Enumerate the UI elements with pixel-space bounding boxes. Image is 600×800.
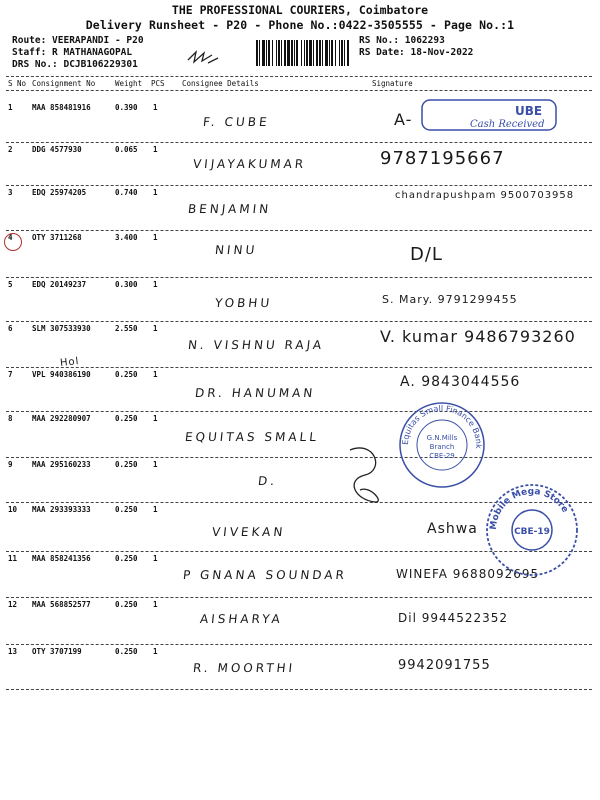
mobile-center-text: CBE-19 xyxy=(514,527,550,537)
row-signature-handwritten: 9942091755 xyxy=(398,658,491,673)
staff-text: Staff: R MATHANAGOPAL xyxy=(12,47,133,58)
barcode-bar xyxy=(284,40,286,66)
equitas-center-1: G.N.Mills xyxy=(426,434,458,442)
row-weight: 0.065 xyxy=(115,145,138,154)
row-weight: 0.250 xyxy=(115,647,138,656)
row-consignment-no: MAA 568852577 xyxy=(32,600,91,609)
row-signature-handwritten: D/L xyxy=(410,244,443,265)
barcode-bar xyxy=(344,40,345,66)
row-sno: 9 xyxy=(8,460,13,469)
barcode-bar xyxy=(322,40,323,66)
row-pcs: 1 xyxy=(153,414,158,423)
mobile-ring-text: Mobile Mega Store xyxy=(488,486,570,531)
barcode-bar xyxy=(281,40,282,66)
row-pcs: 1 xyxy=(153,145,158,154)
row-consignee-handwritten: N. VISHNU RAJA xyxy=(187,338,325,352)
rs-date-text: RS Date: 18-Nov-2022 xyxy=(359,47,474,58)
divider xyxy=(6,597,592,598)
row-consignment-no: MAA 293393333 xyxy=(32,505,91,514)
rs-no-text: RS No.: 1062293 xyxy=(359,35,445,46)
row-weight: 0.390 xyxy=(115,103,138,112)
barcode-bar xyxy=(296,40,298,66)
red-circle-mark xyxy=(4,233,22,251)
divider xyxy=(6,230,592,231)
row-consignment-no: OTY 3711268 xyxy=(32,233,82,242)
barcode-bar xyxy=(309,40,312,66)
row-sno: 3 xyxy=(8,188,13,197)
row-sno: 10 xyxy=(8,505,18,514)
row-weight: 0.250 xyxy=(115,554,138,563)
divider xyxy=(6,644,592,645)
row-consignment-no: EDQ 25974205 xyxy=(32,188,87,197)
table-row xyxy=(0,414,600,454)
row-consignment-no: MAA 858241356 xyxy=(32,554,91,563)
barcode-bar xyxy=(301,40,302,66)
squiggle-signature xyxy=(345,440,390,510)
barcode-bar xyxy=(325,40,328,66)
barcode-bar xyxy=(294,40,295,66)
table-row xyxy=(0,188,600,228)
row-consignment-no: DDG 4577930 xyxy=(32,145,82,154)
table-row xyxy=(0,145,600,185)
table-row xyxy=(0,600,600,640)
row-signature-handwritten: S. Mary. 9791299455 xyxy=(382,293,518,306)
row-signature-handwritten: V. kumar 9486793260 xyxy=(380,327,576,346)
runsheet-subtitle: Delivery Runsheet - P20 - Phone No.:0422-3505555 - Page No.:1 xyxy=(85,18,515,32)
row-consignment-no: MAA 295160233 xyxy=(32,460,91,469)
barcode-bar xyxy=(276,40,277,66)
row-consignment-no: OTY 3707199 xyxy=(32,647,82,656)
row-consignee-handwritten: P GNANA SOUNDAR xyxy=(182,568,348,582)
row-consignee-handwritten: VIJAYAKUMAR xyxy=(192,157,307,171)
row-sno: 8 xyxy=(8,414,13,423)
row-consignment-no: MAA 292280907 xyxy=(32,414,91,423)
row-consignee-handwritten: DR. HANUMAN xyxy=(194,386,317,400)
divider xyxy=(6,142,592,143)
row-weight: 0.250 xyxy=(115,370,138,379)
divider xyxy=(6,367,592,368)
row-consignee-handwritten: VIVEKAN xyxy=(211,525,287,539)
col-consignee: Consignee Details xyxy=(182,79,259,88)
row-sno: 1 xyxy=(8,103,13,112)
col-signature: Signature xyxy=(372,79,413,88)
barcode-bar xyxy=(268,40,270,66)
row-pcs: 1 xyxy=(153,554,158,563)
barcode-bar xyxy=(278,40,280,66)
row-sno: 7 xyxy=(8,370,13,379)
row-signature-handwritten: chandrapushpam 9500703958 xyxy=(395,190,575,201)
row-consignee-handwritten: NINU xyxy=(214,243,259,257)
cube-stamp-subtitle: Cash Received xyxy=(470,119,545,130)
row-consignment-no: VPL 940386190 xyxy=(32,370,91,379)
row-consignee-handwritten: R. MOORTHI xyxy=(192,661,296,675)
barcode-bar xyxy=(272,40,273,66)
row-pcs: 1 xyxy=(153,103,158,112)
row-sno: 4 xyxy=(8,233,13,242)
svg-text:Mobile Mega Store xyxy=(489,487,570,530)
divider xyxy=(6,689,592,690)
meta-right xyxy=(359,35,473,59)
barcode-bar xyxy=(262,40,265,66)
barcode-bar xyxy=(256,40,258,66)
row-pcs: 1 xyxy=(153,233,158,242)
row-weight: 0.250 xyxy=(115,414,138,423)
barcode-bar xyxy=(339,40,340,66)
row-consignee-handwritten: BENJAMIN xyxy=(187,202,272,216)
hol-note: Hol xyxy=(59,356,80,369)
divider xyxy=(6,185,592,186)
barcode-bar xyxy=(335,40,336,66)
table-row xyxy=(0,370,600,410)
row-weight: 0.250 xyxy=(115,600,138,609)
row-pcs: 1 xyxy=(153,188,158,197)
barcode-bar xyxy=(329,40,330,66)
row-weight: 3.400 xyxy=(115,233,138,242)
row-sno: 2 xyxy=(8,145,13,154)
row-consignment-no: MAA 858481916 xyxy=(32,103,91,112)
equitas-ring-text: Equitas Small Finance Bank xyxy=(400,403,484,449)
row-signature-handwritten: A. 9843044556 xyxy=(400,374,521,390)
row-signature-handwritten: WINEFA 9688092695 xyxy=(396,567,540,581)
table-row xyxy=(0,324,600,364)
equitas-center-3: CBE-29 xyxy=(429,452,455,460)
row-pcs: 1 xyxy=(153,600,158,609)
col-sno: S No xyxy=(8,79,27,88)
cube-stamp xyxy=(420,96,560,134)
row-consignment-no: EDQ 20149237 xyxy=(32,280,87,289)
mobile-store-stamp xyxy=(482,480,582,580)
barcode-image xyxy=(256,40,352,66)
divider xyxy=(6,411,592,412)
row-pcs: 1 xyxy=(153,505,158,514)
row-consignment-no: SLM 307533930 xyxy=(32,324,91,333)
row-sno: 6 xyxy=(8,324,13,333)
row-signature-handwritten: 9787195667 xyxy=(380,148,505,169)
row-sno: 11 xyxy=(8,554,18,563)
col-weight: Weight xyxy=(115,79,143,88)
company-title: THE PROFESSIONAL COURIERS, Coimbatore xyxy=(171,3,429,17)
row-signature-handwritten: A- xyxy=(394,110,413,129)
route-text: Route: VEERAPANDI - P20 xyxy=(12,35,144,46)
divider xyxy=(6,277,592,278)
col-pcs: PCS xyxy=(151,79,165,88)
cube-stamp-title: UBE xyxy=(515,104,543,118)
meta-left xyxy=(12,35,144,71)
row-pcs: 1 xyxy=(153,280,158,289)
handwritten-scribble xyxy=(186,48,220,66)
row-sno: 13 xyxy=(8,647,18,656)
row-signature-handwritten: Ashwa xyxy=(427,521,478,537)
row-consignee-handwritten: AISHARYA xyxy=(199,612,284,626)
row-weight: 0.250 xyxy=(115,460,138,469)
row-pcs: 1 xyxy=(153,647,158,656)
row-sno: 5 xyxy=(8,280,13,289)
barcode-bar xyxy=(316,40,318,66)
equitas-bank-stamp xyxy=(397,400,487,490)
row-weight: 0.300 xyxy=(115,280,138,289)
col-consignment: Consignment No xyxy=(32,79,96,88)
row-weight: 2.550 xyxy=(115,324,138,333)
row-consignee-handwritten: EQUITAS SMALL xyxy=(184,430,320,444)
drs-text: DRS No.: DCJB106229301 xyxy=(12,59,138,70)
barcode-bar xyxy=(291,40,293,66)
row-pcs: 1 xyxy=(153,324,158,333)
barcode-bar xyxy=(331,40,333,66)
row-consignee-handwritten: YOBHU xyxy=(214,296,273,310)
barcode-bar xyxy=(306,40,308,66)
barcode-bar xyxy=(304,40,305,66)
divider xyxy=(6,457,592,458)
barcode-bar xyxy=(347,40,349,66)
table-row xyxy=(0,233,600,273)
row-sno: 12 xyxy=(8,600,18,609)
divider xyxy=(6,321,592,322)
barcode-bar xyxy=(341,40,343,66)
divider xyxy=(6,90,592,91)
row-pcs: 1 xyxy=(153,460,158,469)
barcode-bar xyxy=(287,40,290,66)
equitas-center-2: Branch xyxy=(429,443,455,451)
row-weight: 0.250 xyxy=(115,505,138,514)
barcode-bar xyxy=(319,40,321,66)
barcode-bar xyxy=(266,40,267,66)
table-row xyxy=(0,280,600,320)
row-consignee-handwritten: F. CUBE xyxy=(202,115,271,129)
table-row xyxy=(0,647,600,687)
row-pcs: 1 xyxy=(153,370,158,379)
runsheet-header xyxy=(0,3,600,33)
divider xyxy=(6,76,592,77)
barcode-bar xyxy=(259,40,260,66)
row-consignee-handwritten: D. xyxy=(257,474,278,488)
barcode-bar xyxy=(313,40,314,66)
row-weight: 0.740 xyxy=(115,188,138,197)
row-signature-handwritten: Dil 9944522352 xyxy=(398,611,509,625)
